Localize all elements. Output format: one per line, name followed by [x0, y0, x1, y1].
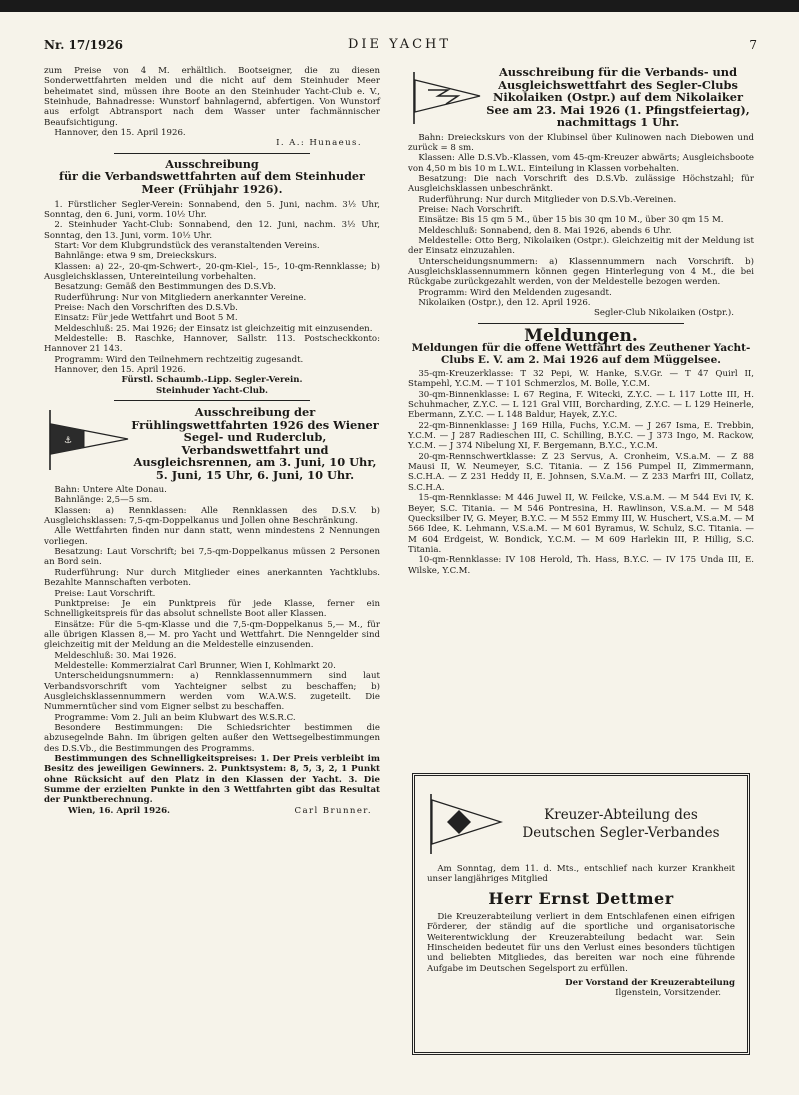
obituary-text: Die Kreuzerabteilung verliert in dem Entschlafenen einen eifrigen Förderer, der ständig auf die sportliche und organisatorische Weiterentwicklung der Kreuzerabteilung bedacht war. Sein Hinscheiden bedeutet für uns den Verlust eines besonders tüchtigen und beliebten Mitgliedes, das bereiten war noch eine führende Aufgabe im Deutschen Segelsport zu erfüllen.: [427, 912, 735, 974]
meldungen-entry: 35-qm-Kreuzerklasse: T 32 Pepi, W. Hanke, S.V.Gr. — T 47 Quirl II, Stampehl, Y.C.M. — T 101 Schmerzlos, M. Bolle, Y.C.M.: [408, 369, 754, 390]
obituary-box: [412, 773, 750, 1055]
sec3-para: Nikolaiken (Ostpr.), den 12. April 1926.: [418, 298, 591, 308]
sec1-para: Ruderführung: Nur von Mitgliedern anerkannter Vereine.: [54, 292, 307, 303]
sec3-para: Meldestelle: Otto Berg, Nikolaiken (Ostpr.). Gleichzeitig mit der Meldung ist der Einsatz einzuzahlen.: [408, 235, 754, 257]
meldungen-entry: 15-qm-Rennklasse: M 446 Juwel II, W. Feilcke, V.S.a.M. — M 544 Evi IV, K. Beyer, S.C. Titania. — M 546 Pontresina, H. Rawlinson, V.S.a.M. — M 548 Quecksilber IV, G. Meyer, B.Y.C. — M 552 Emmy III, W. Huschert, V.S.a.M. — M 566 Idee, K. Lehmann, V.S.a.M. — M 601 Byramus, W. Schulz, S.C. Titania. — M 604 Erdgeist, W. Bondick, Y.C.M. — M 609 Harlekin III, P. Hillig, S.C. Titania.: [408, 493, 754, 555]
sec3-title: Ausschreibung für die Verbands- und Ausgleichswettfahrt des Segler-Clubs Nikolaiken (Ostpr.) auf dem Nikolaiker See am 23. Mai 1926 (1. Pfingstfeiertag), nachmittags 1 Uhr.: [486, 65, 750, 129]
issue-number: Nr. 17/1926: [44, 38, 124, 52]
intro-text: zum Preise von 4 M. erhältlich. Bootseigner, die zu diesen Sonderwettfahrten melden und die nicht auf dem Steinhuder Meer beheimatet sind, müssen ihre Boote an den Steinhuder Yacht-Club e. V., Steinhude, Bahnadresse: Wunstorf bahnlagernd, abfertigen. Von Wunstorf aus erfolgt Abtransport nach dem Wasser unter fachmännischer Beaufsichtigung.: [44, 66, 380, 128]
box-title: Kreuzer-Abteilung des: [544, 807, 698, 823]
meldungen-title: Meldungen.: [524, 325, 638, 346]
sec2-title: Ausschreibung der Frühlingswettfahrten 1926 des Wiener Segel- und Ruderclub, Verbandswettfahrt und Ausgleichsrennen, am 3. Juni, 10 Uhr, 5. Juni, 15 Uhr, 6. Juni, 10 Uhr.: [131, 405, 379, 482]
sec3-para: Klassen: Alle D.S.Vb.-Klassen, vom 45-qm-Kreuzer abwärts; Ausgleichsboote von 4,50 m bis 10 m L.W.L. Einteilung in Klassen vorbehalten.: [408, 153, 754, 174]
sec2-para: Besatzung: Laut Vorschrift; bei 7,5-qm-Doppelkanus müssen 2 Personen an Bord sein.: [44, 547, 380, 568]
sec1-para: Klassen: a) 22-, 20-qm-Schwert-, 20-qm-Kiel-, 15-, 10-qm-Rennklasse; b) Ausgleichsklassen, Untereinteilung vorbehalten.: [44, 261, 380, 282]
sec2-para: Besondere Bestimmungen: Die Schiedsrichter bestimmen die abzusegelnde Bahn. Im übrigen gelten außer den Wettsegelbestimmungen des D.S.Vb., die Bestimmungen des Programms.: [44, 722, 380, 754]
pennant-emblem-icon: [427, 792, 503, 856]
sec3-para: Besatzung: Die nach Vorschrift des D.S.Vb. zulässige Höchstzahl; für Ausgleichsklassen unbeschränkt.: [408, 173, 754, 195]
sec3-para: Unterscheidungsnummern: a) Klassennummern nach Vorschrift. b) Ausgleichsklassennummern können gegen Hinterlegung von 4 M., die bei Rückgabe zurückgezahlt werden, von der Meldestelle bezogen werden.: [408, 256, 754, 288]
sec3-para: Bahn: Dreieckskurs von der Klubinsel über Kulinowen nach Diebowen und zurück = 8 sm.: [408, 132, 754, 153]
meldungen-entry: 20-qm-Rennschwertklasse: Z 23 Servus, A. Cronheim, V.S.a.M. — Z 88 Mausi II, W. Neumeyer, S.C. Titania. — Z 156 Pumpel II, Zimmermann, S.C.H.A. — Z 231 Heddy II, E. Johnsen, S.V.a.M. — Z 233 Marfri III, Collatz, S.C.H.A.: [408, 451, 754, 493]
obituary-signature: Der Vorstand der Kreuzerabteilung: [565, 978, 735, 989]
svg-text:⚓: ⚓: [64, 436, 73, 447]
sec2-para: Punktpreise: Je ein Punktpreis für jede Klasse, ferner ein Schnelligkeitspreis für das absolut schnellste Boot aller Klassen.: [44, 598, 380, 620]
sec3-para: Ruderführung: Nur durch Mitglieder von D.S.Vb.-Vereinen.: [418, 194, 677, 205]
box-title: Deutschen Segler-Verbandes: [522, 825, 720, 841]
sec2-para: Meldestelle: Kommerzialrat Carl Brunner, Wien I, Kohlmarkt 20.: [54, 660, 336, 671]
page-number: 7: [749, 38, 757, 52]
sec2-para: Einsätze: Für die 5-qm-Klasse und die 7,5-qm-Doppelkanus 5,— M., für alle übrigen Klassen 8,— M. pro Yacht und Wettfahrt. Die Nenngelder sind gleichzeitig mit der Meldung an die Meldestelle einzusenden.: [44, 619, 380, 651]
sec1-para: Bahnlänge: etwa 9 sm, Dreieckskurs.: [54, 251, 217, 262]
left-column: [44, 66, 380, 816]
sec3-signature: Segler-Club Nikolaiken (Ostpr.).: [594, 308, 734, 319]
deceased-name: Herr Ernst Dettmer: [488, 888, 674, 908]
scan-edge: [0, 0, 799, 12]
sec1-para: Meldeschluß: 25. Mai 1926; der Einsatz ist gleichzeitig mit einzusenden.: [54, 323, 373, 334]
club-pennant-icon: [408, 66, 482, 126]
sec3-para: Meldeschluß: Sonnabend, den 8. Mai 1926, abends 6 Uhr.: [418, 225, 672, 236]
section-divider: [478, 323, 684, 324]
sec1-para: Preise: Nach den Vorschriften des D.S.Vb.: [54, 302, 238, 313]
obituary-signer: Ilgenstein, Vorsitzender.: [615, 988, 721, 999]
sec2-signer: Carl Brunner.: [294, 805, 372, 816]
sec1-signature: Steinhuder Yacht-Club.: [155, 385, 269, 396]
right-column: [408, 66, 754, 576]
sec2-para: Bahn: Untere Alte Donau.: [54, 485, 167, 496]
sec2-para: Bahnlänge: 2,5—5 sm.: [54, 495, 153, 506]
intro-date: Hannover, den 15. April 1926.: [54, 128, 186, 139]
sec1-para: Hannover, den 15. April 1926.: [54, 365, 186, 376]
sec2-para: Unterscheidungsnummern: a) Rennklassennummern sind laut Verbandsvorschrift vom Yachteigner selbst zu beschaffen; b) Ausgleichsklassennummern werden vom W.A.W.S. zugeteilt. Die Nummerntücher sind vom Eigner selbst zu beschaffen.: [44, 671, 380, 713]
intro-signature: I. A.: Hunaeus.: [276, 138, 362, 149]
magazine-title: DIE YACHT: [347, 37, 452, 52]
sec2-para: Programme: Vom 2. Juli an beim Klubwart des W.S.R.C.: [54, 712, 296, 723]
sec2-para: Preise: Laut Vorschrift.: [54, 588, 156, 599]
sec2-para: Alle Wettfahrten finden nur dann statt, wenn mindestens 2 Nennungen vorliegen.: [44, 526, 380, 547]
sec1-para: Start: Vor dem Klubgrundstück des veranstaltenden Vereins.: [54, 240, 320, 251]
sec1-para: Einsatz: Für jede Wettfahrt und Boot 5 M.: [54, 313, 238, 324]
club-pennant-icon: [44, 406, 130, 472]
sec2-para: Klassen: a) Rennklassen: Alle Rennklassen des D.S.V. b) Ausgleichsklassen: 7,5-qm-Doppelkanus und Jollen ohne Beschränkung.: [44, 505, 380, 527]
sec2-para: Ruderführung: Nur durch Mitglieder eines anerkannten Yachtklubs. Bezahlte Mannschaften verboten.: [44, 567, 380, 589]
meldungen-entry: 10-qm-Rennklasse: IV 108 Herold, Th. Hass, B.Y.C. — IV 175 Unda III, E. Wilske, Y.C.M.: [408, 555, 754, 576]
sec2-para: Meldeschluß: 30. Mai 1926.: [54, 650, 177, 661]
obituary-notice: Am Sonntag, dem 11. d. Mts., entschlief nach kurzer Krankheit unser langjähriges Mitglied: [427, 864, 735, 885]
sec2-place-date: Wien, 16. April 1926.: [68, 805, 171, 816]
sec2-para: Bestimmungen des Schnelligkeitspreises: 1. Der Preis verbleibt im Besitz des jeweiligen Gewinners. 2. Punktsystem: 8, 5, 3, 2, 1 Punkt ohne Rücksicht auf den Platz in den Klassen der Yacht. 3. Die Summe der erzielten Punkte in den 3 Wettfahrten gibt das Resultat der Punktberechnung.: [44, 754, 380, 806]
meldungen-subtitle: Meldungen für die offene Wettfahrt des Zeuthener Yacht-Clubs E. V. am 2. Mai 1926 auf dem Müggelsee.: [411, 342, 751, 367]
sec3-para: Einsätze: Bis 15 qm 5 M., über 15 bis 30 qm 10 M., über 30 qm 15 M.: [418, 215, 724, 226]
sec1-signature: Fürstl. Schaumb.-Lipp. Segler-Verein.: [121, 375, 303, 386]
sec1-subtitle: für die Verbandswettfahrten auf dem Steinhuder Meer (Frühjahr 1926).: [59, 169, 365, 196]
sec1-para: 1. Fürstlicher Segler-Verein: Sonnabend, den 5. Juni, nachm. 3½ Uhr, Sonntag, den 6. Juni, vorm. 10½ Uhr.: [44, 199, 380, 220]
sec1-para: Programm: Wird den Teilnehmern rechtzeitig zugesandt.: [54, 354, 304, 365]
section-divider: [114, 153, 310, 154]
sec1-para: Meldestelle: B. Raschke, Hannover, Sallstr. 113. Postscheckkonto: Hannover 21 143.: [44, 334, 380, 355]
sec3-para: Programm: Wird den Meldenden zugesandt.: [418, 287, 612, 298]
sec1-para: Besatzung: Gemäß den Bestimmungen des D.S.Vb.: [54, 282, 277, 293]
meldungen-entry: 22-qm-Binnenklasse: J 169 Hilla, Fuchs, Y.C.M. — J 267 Isma, E. Trebbin, Y.C.M. — J 287 Radieschen III, C. Schilling, B.Y.C. — J 373 Ingo, M. Rackow, Y.C.M. — J 374 Nibelung XI, F. Bergemann, B.Y.C., Y.C.M.: [408, 420, 754, 452]
sec3-para: Preise: Nach Vorschrift.: [418, 204, 523, 215]
section-divider: [114, 400, 310, 401]
sec1-title: Ausschreibung: [165, 156, 259, 171]
sec1-para: 2. Steinhuder Yacht-Club: Sonnabend, den 12. Juni, nachm. 3½ Uhr, Sonntag, den 13. Juni, vorm. 10½ Uhr.: [44, 220, 380, 241]
meldungen-entry: 30-qm-Binnenklasse: L 67 Regina, F. Witecki, Z.Y.C. — L 117 Lotte III, H. Schuhmacher, Z.Y.C. — L 121 Gral VIII, Borcharding, Z.Y.C. — L 129 Heinerle, Ebermann, Z.Y.C. — L 148 Baldur, Hayek, Z.Y.C.: [408, 389, 754, 421]
